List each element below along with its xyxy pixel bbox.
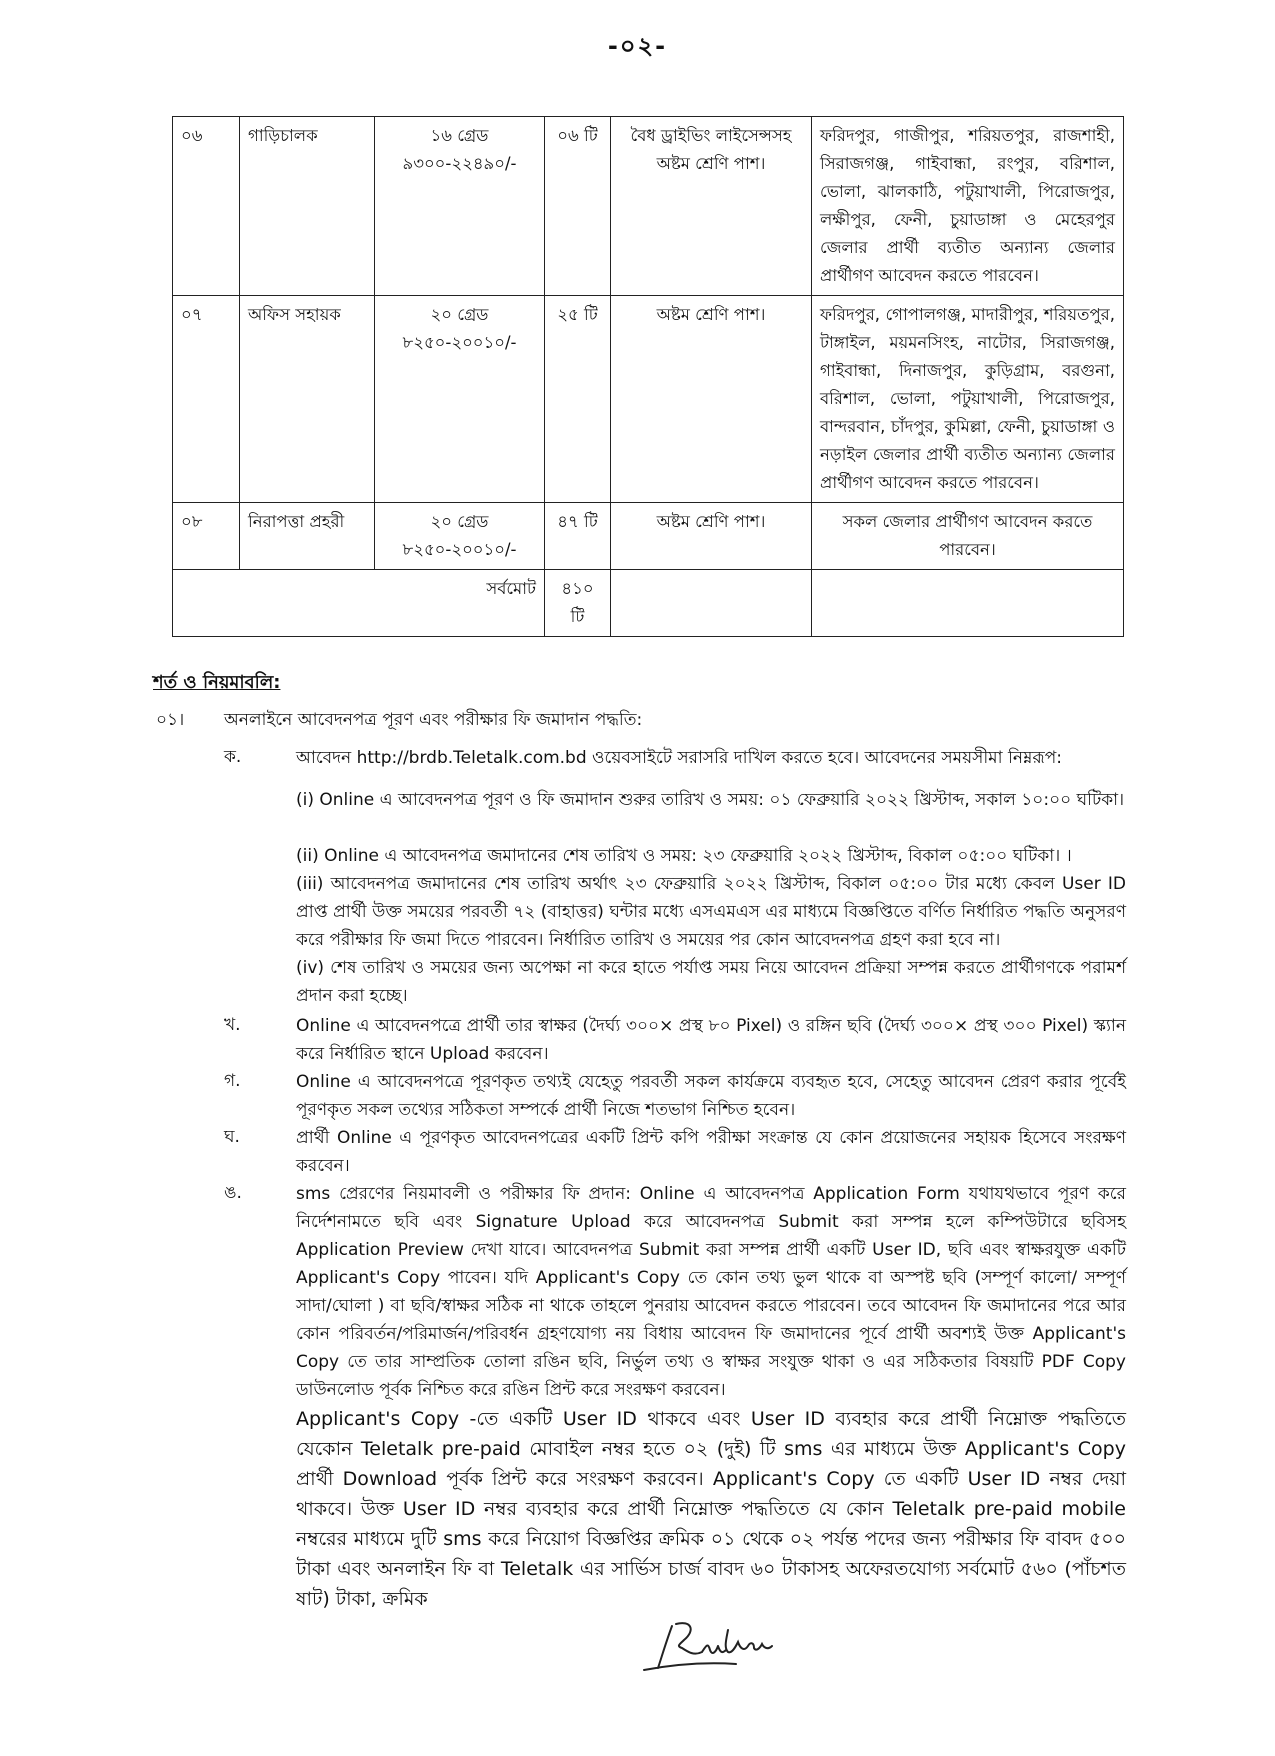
qualification-cell: অষ্টম শ্রেণি পাশ।: [611, 503, 812, 570]
rule-number: ০১।: [156, 710, 185, 730]
pay-scale: ৮২৫০-২০০১০/-: [402, 540, 517, 559]
grade-cell: [375, 117, 545, 296]
sub-item-text: Online এ আবেদনপত্রে প্রার্থী তার স্বাক্ষর (দৈর্ঘ্য ৩০০× প্রস্থ ৮০ Pixel) ও রঙ্গিন ছবি (দৈর্ঘ্য ৩০০× প্রস্থ ৩০০ Pixel) স্ক্যান করে নির্ধারিত স্থানে Upload করবেন।: [296, 1016, 1126, 1064]
sub-item-gha: [224, 1124, 1126, 1180]
table-row: [173, 117, 1124, 296]
serial-cell: ০৮: [173, 503, 240, 570]
total-row: [173, 570, 1124, 637]
sub-item-label: গ.: [224, 1071, 241, 1091]
grade-cell: [375, 296, 545, 503]
sub-item-umo: [224, 1180, 1126, 1404]
sms-procedure-paragraph: Applicant's Copy -তে একটি User ID থাকবে এবং User ID ব্যবহার করে প্রার্থী নিম্নোক্ত পদ্ধতিতে যেকোন Teletalk pre-paid মোবাইল নম্বর হতে ০২ (দুই) টি sms এর মাধ্যমে উক্ত Applicant's Copy প্রার্থী Download পূর্বক প্রিন্ট করে সংরক্ষণ করবেন। Applicant's Copy তে একটি User ID নম্বর দেয়া থাকবে। উক্ত User ID নম্বর ব্যবহার করে প্রার্থী নিম্নোক্ত পদ্ধতিতে যে কোন Teletalk pre-paid mobile নম্বরের মাধ্যমে দুটি sms করে নিয়োগ বিজ্ঞপ্তির ক্রমিক ০১ থেকে ০২ পর্যন্ত পদের জন্য পরীক্ষার ফি বাবদ ৫০০ টাকা এবং অনলাইন ফি বা Teletalk এর সার্ভিস চার্জ বাবদ ৬০ টাকাসহ অফেরতযোগ্য সর্বমোট ৫৬০ (পাঁচশত ষাট) টাকা, ক্রমিক: [296, 1408, 1126, 1610]
sub-item-label: ঘ.: [224, 1127, 240, 1147]
deadline-end: (ii) Online এ আবেদনপত্র জমাদানের শেষ তারিখ ও সময়: ২৩ ফেব্রুয়ারি ২০২২ খ্রিস্টাব্দ, বিকাল ০৫:০০ ঘটিকা। ।: [296, 846, 1072, 866]
fee-deadline: (iii) আবেদনপত্র জমাদানের শেষ তারিখ অর্থাৎ ২৩ ফেব্রুয়ারি ২০২২ খ্রিস্টাব্দ, বিকাল ০৫:০০ টার মধ্যে কেবল User ID প্রাপ্ত প্রার্থী উক্ত সময়ের পরবর্তী ৭২ (বাহাত্তর) ঘন্টার মধ্যে এসএমএস এর মাধ্যমে বিজ্ঞপ্তিতে বর্ণিত নির্ধারিত পদ্ধতি অনুসরণ করে পরীক্ষার ফি জমা দিতে পারবেন। নির্ধারিত তারিখ ও সময়ের পর কোন আবেদনপত্র গ্রহণ করা হবে না।: [296, 874, 1126, 950]
table-row: [173, 503, 1124, 570]
serial-cell: ০৬: [173, 117, 240, 296]
district-eligibility-cell: ফরিদপুর, গোপালগঞ্জ, মাদারীপুর, শরিয়তপুর, টাঙ্গাইল, ময়মনসিংহ, নাটোর, সিরাজগঞ্জ, গাইবান্ধা, দিনাজপুর, কুড়িগ্রাম, বরগুনা, বরিশাল, ভোলা, পটুয়াখালী, পিরোজপুর, বান্দরবান, চাঁদপুর, কুমিল্লা, ফেনী, চুয়াডাঙ্গা ও নড়াইল জেলার প্রার্থী ব্যতীত অন্যান্য জেলার প্রার্থীগণ আবেদন করতে পারবেন।: [812, 296, 1124, 503]
sub-item-text: আবেদন http://brdb.Teletalk.com.bd ওয়েবসাইটে সরাসরি দাখিল করতে হবে। আবেদনের সময়সীমা নিম্নরূপ:: [296, 748, 1063, 768]
rule-title: অনলাইনে আবেদনপত্র পূরণ এবং পরীক্ষার ফি জমাদান পদ্ধতি:: [224, 710, 643, 730]
signature: [636, 1612, 816, 1687]
pay-scale: ৯৩০০-২২৪৯০/-: [402, 154, 517, 173]
qualification-cell: বৈধ ড্রাইভিং লাইসেন্সসহ অষ্টম শ্রেণি পাশ।: [611, 117, 812, 296]
grade-label: ২০ গ্রেড: [430, 305, 489, 324]
empty-cell: [812, 570, 1124, 637]
post-count-cell: ৪৭ টি: [545, 503, 611, 570]
serial-cell: ০৭: [173, 296, 240, 503]
signature-icon: [636, 1612, 816, 1682]
deadline-start: (i) Online এ আবেদনপত্র পূরণ ও ফি জমাদান শুরুর তারিখ ও সময়: ০১ ফেব্রুয়ারি ২০২২ খ্রিস্টাব্দ, সকাল ১০:০০ ঘটিকা।: [296, 790, 1125, 810]
sub-item-text: প্রার্থী Online এ পূরণকৃত আবেদনপত্রের একটি প্রিন্ট কপি পরীক্ষা সংক্রান্ত যে কোন প্রয়োজনের সহায়ক হিসেবে সংরক্ষণ করবেন।: [296, 1128, 1126, 1176]
sub-item-text: sms প্রেরণের নিয়মাবলী ও পরীক্ষার ফি প্রদান: Online এ আবেদনপত্র Application Form যথাযথভাবে পূরণ করে নির্দেশনামতে ছবি এবং Signature Upload করে আবেদনপত্র Submit করা সম্পন্ন হলে কম্পিউটারে ছবিসহ Application Preview দেখা যাবে। আবেদনপত্র Submit করা সম্পন্ন প্রার্থী একটি User ID, ছবি এবং স্বাক্ষরযুক্ত একটি Applicant's Copy পাবেন। যদি Applicant's Copy তে কোন তথ্য ভুল থাকে বা অস্পষ্ট ছবি (সম্পূর্ণ কালো/ সম্পূর্ণ সাদা/ঘোলা ) বা ছবি/স্বাক্ষর সঠিক না থাকে তাহলে পুনরায় আবেদন করতে পারবেন। তবে আবেদন ফি জমাদানের পরে আর কোন পরিবর্তন/পরিমার্জন/পরিবর্ধন গ্রহণযোগ্য নয় বিধায় আবেদন ফি জমাদানের পূর্বে প্রার্থী অবশ্যই উক্ত Applicant's Copy তে তার সাম্প্রতিক তোলা রঙিন ছবি, নির্ভুল তথ্য ও স্বাক্ষর সংযুক্ত থাকা ও এর সঠিকতার বিষয়টি PDF Copy ডাউনলোড পূর্বক নিশ্চিত করে রঙিন প্রিন্ট করে সংরক্ষণ করবেন।: [296, 1184, 1126, 1400]
posts-table-wrapper: [172, 116, 1124, 637]
post-name-cell: অফিস সহায়ক: [240, 296, 375, 503]
advice-note: (iv) শেষ তারিখ ও সময়ের জন্য অপেক্ষা না করে হাতে পর্যাপ্ত সময় নিয়ে আবেদন প্রক্রিয়া সম্পন্ন করতে প্রার্থীগণকে পরামর্শ প্রদান করা হচ্ছে।: [296, 958, 1126, 1006]
sub-item-text: Online এ আবেদনপত্রে পূরণকৃত তথ্যই যেহেতু পরবর্তী সকল কার্যক্রমে ব্যবহৃত হবে, সেহেতু আবেদন প্রেরণ করার পূর্বেই পূরণকৃত সকল তথ্যের সঠিকতা সম্পর্কে প্রার্থী নিজে শতভাগ নিশ্চিত হবেন।: [296, 1072, 1126, 1120]
page-number: -০২-: [607, 32, 668, 60]
empty-cell: [611, 570, 812, 637]
sub-item-kha: [224, 1012, 1126, 1068]
post-count-cell: ০৬ টি: [545, 117, 611, 296]
post-count-cell: ২৫ টি: [545, 296, 611, 503]
total-value: ৪১০ টি: [545, 570, 611, 637]
posts-table: [172, 116, 1124, 637]
district-eligibility-cell: ফরিদপুর, গাজীপুর, শরিয়তপুর, রাজশাহী, সিরাজগঞ্জ, গাইবান্ধা, রংপুর, বরিশাল, ভোলা, ঝালকাঠি, পটুয়াখালী, পিরোজপুর, লক্ষীপুর, ফেনী, চুয়াডাঙ্গা ও মেহেরপুর জেলার প্রার্থী ব্যতীত অন্যান্য জেলার প্রার্থীগণ আবেদন করতে পারবেন।: [812, 117, 1124, 296]
sub-item-label: ক.: [224, 747, 242, 767]
qualification-cell: অষ্টম শ্রেণি পাশ।: [611, 296, 812, 503]
district-eligibility-cell: সকল জেলার প্রার্থীগণ আবেদন করতে পারবেন।: [812, 503, 1124, 570]
post-name-cell: নিরাপত্তা প্রহরী: [240, 503, 375, 570]
pay-scale: ৮২৫০-২০০১০/-: [402, 333, 517, 352]
grade-label: ১৬ গ্রেড: [430, 126, 489, 145]
sub-item-label: খ.: [224, 1015, 241, 1035]
sub-item-label: ঙ.: [224, 1183, 242, 1203]
sub-item-ga: [224, 1068, 1126, 1124]
total-label: সর্বমোট: [173, 570, 545, 637]
grade-label: ২০ গ্রেড: [430, 512, 489, 531]
grade-cell: [375, 503, 545, 570]
rules-heading: শর্ত ও নিয়মাবলি:: [153, 672, 281, 693]
sub-item-ka: [224, 744, 1126, 772]
table-row: [173, 296, 1124, 503]
post-name-cell: গাড়িচালক: [240, 117, 375, 296]
